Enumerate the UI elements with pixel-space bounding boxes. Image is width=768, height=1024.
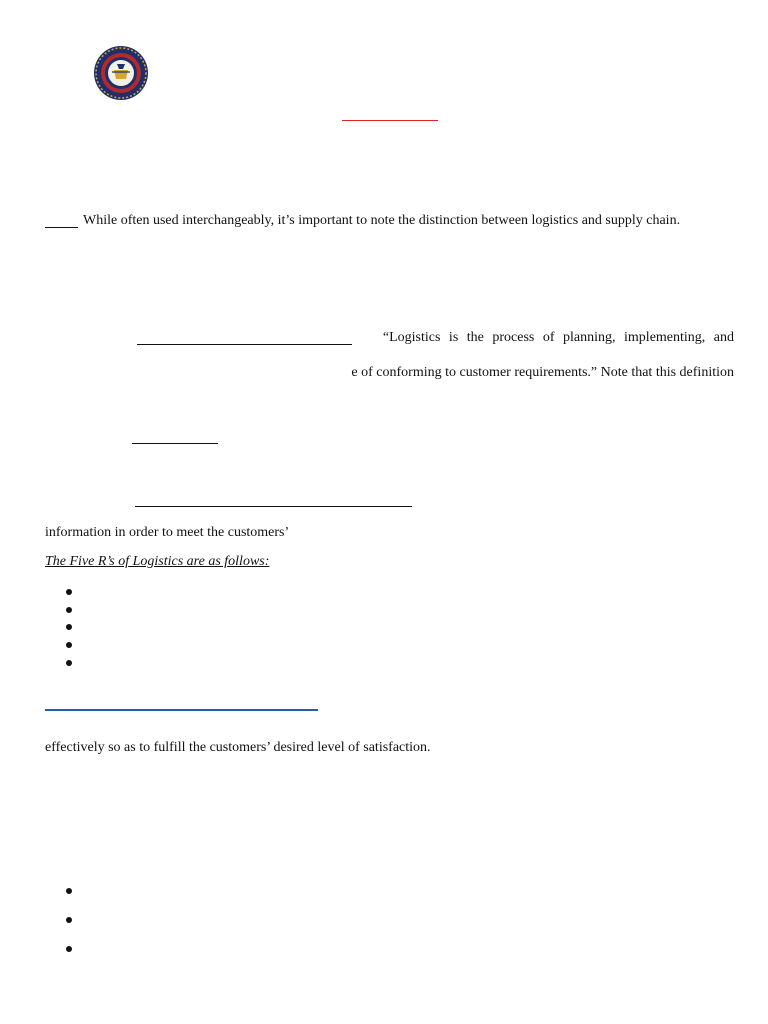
blank-line-definition	[137, 344, 352, 345]
blank-line-mid	[132, 443, 218, 444]
blank-line-long	[135, 506, 412, 507]
title-underline-red	[342, 120, 438, 121]
definition-line-1: “Logistics is the process of planning, implementing, and	[382, 330, 734, 345]
list-bullet	[66, 917, 72, 923]
list-bullet	[66, 624, 72, 630]
list-bullet	[66, 642, 72, 648]
list-bullet	[66, 589, 72, 595]
paragraph-customer-satisfaction: effectively so as to fulfill the customers’ desired level of satisfaction.	[45, 740, 431, 755]
definition-line-2: e of conforming to customer requirements.” Note that this definition	[351, 365, 734, 380]
paragraph-customer-information: information in order to meet the customers’	[45, 525, 290, 540]
institution-seal-logo	[90, 46, 152, 100]
five-rs-heading: The Five R’s of Logistics are as follows:	[45, 554, 270, 569]
list-bullet	[66, 607, 72, 613]
list-bullet	[66, 946, 72, 952]
section-rule-blue	[45, 709, 318, 711]
list-bullet	[66, 888, 72, 894]
list-bullet	[66, 660, 72, 666]
paragraph-logistics-vs-supply-chain: While often used interchangeably, it’s important to note the distinction between logistics and supply chain.	[83, 213, 681, 228]
blank-line-short	[45, 227, 78, 228]
